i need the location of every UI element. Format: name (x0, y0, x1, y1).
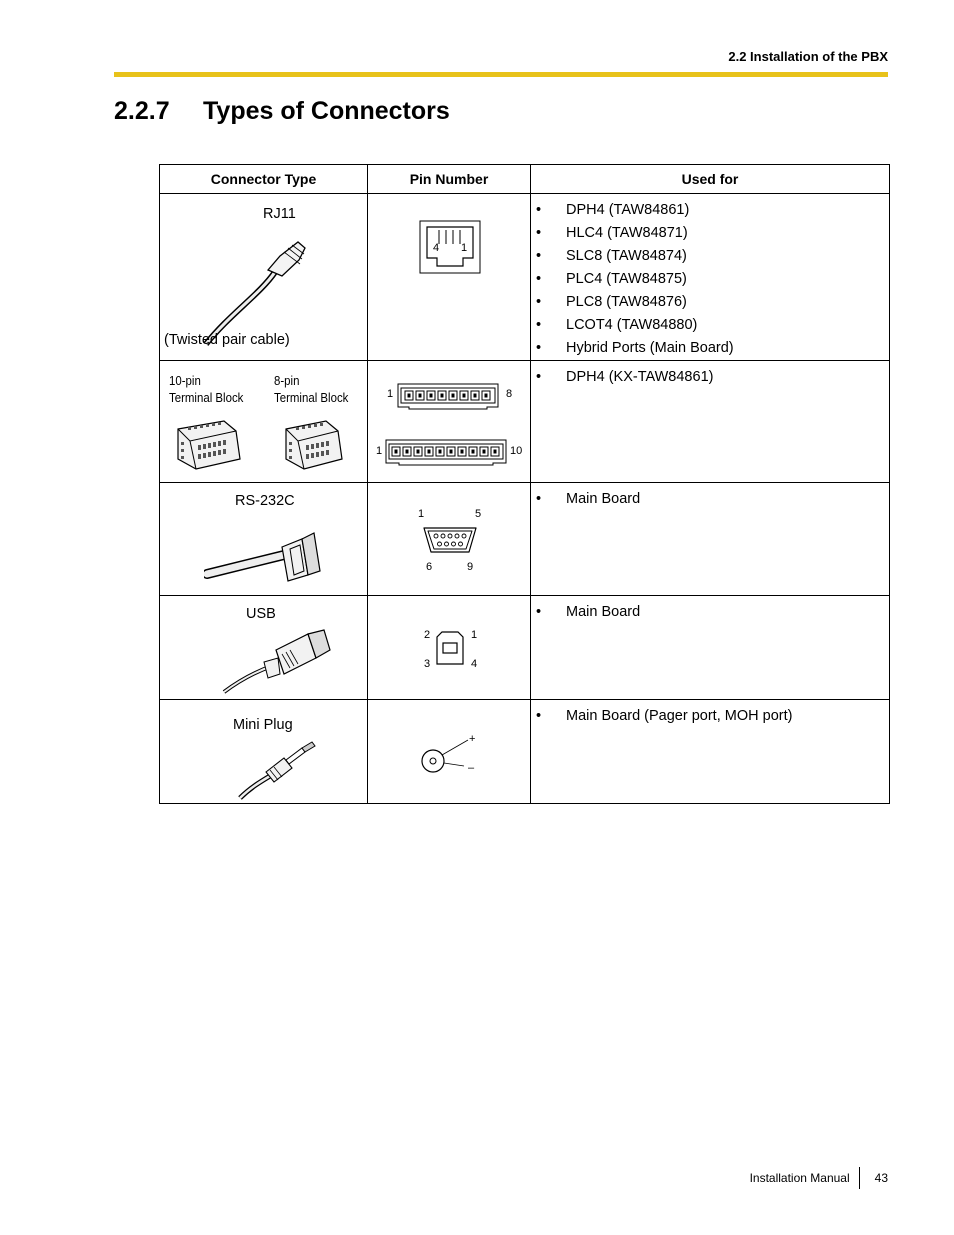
column-header: Connector Type (160, 165, 368, 194)
rj11-pinout-icon (419, 220, 481, 274)
table-row (160, 483, 890, 596)
list-item: • SLC8 (TAW84874) (531, 245, 889, 268)
rs232c-connector-icon (204, 519, 324, 585)
pin-label: 2 (424, 629, 431, 641)
column-header: Pin Number (368, 165, 531, 194)
list-item: • LCOT4 (TAW84880) (531, 314, 889, 337)
used-for-list (531, 596, 889, 624)
list-item: • HLC4 (TAW84871) (531, 222, 889, 245)
terminal-10pin-pinout-icon (385, 437, 507, 466)
connector-name: Mini Plug (233, 717, 293, 733)
page-footer (750, 1167, 888, 1189)
list-item: • DPH4 (KX-TAW84861) (531, 366, 889, 389)
connector-name-line: 10-pin (169, 373, 201, 388)
used-for-list (531, 483, 889, 511)
usb-connector-icon (220, 628, 340, 696)
connector-name-line: 8-pin (274, 373, 300, 388)
footer-manual-title: Installation Manual (749, 1171, 850, 1185)
pin-label: + (469, 733, 476, 745)
pin-label: 1 (461, 242, 468, 254)
pin-label: 4 (471, 658, 478, 670)
pin-label: 1 (387, 388, 394, 400)
pin-label: 10 (510, 445, 523, 457)
list-item: • DPH4 (TAW84861) (531, 199, 889, 222)
db9-pinout-icon (421, 525, 479, 555)
terminal-8pin-pinout-icon (397, 381, 499, 410)
pin-label: 1 (471, 629, 478, 641)
pin-label: 8 (506, 388, 513, 400)
terminal-block-10pin-icon (174, 419, 244, 471)
header-rule (114, 72, 888, 77)
list-item: • Hybrid Ports (Main Board) (531, 337, 889, 360)
table-row (160, 596, 890, 700)
pin-label: 1 (418, 508, 425, 520)
pin-label: 3 (424, 658, 431, 670)
running-header: 2.2 Installation of the PBX (728, 49, 888, 64)
connector-name: RS-232C (235, 493, 295, 509)
pin-label: 5 (475, 508, 482, 520)
page-number: 43 (874, 1171, 888, 1185)
connector-name-line: Terminal Block (274, 390, 349, 405)
pin-label: – (468, 762, 475, 774)
connector-table (159, 164, 890, 804)
used-for-list (531, 700, 889, 728)
list-item: • PLC4 (TAW84875) (531, 268, 889, 291)
pin-label: 1 (376, 445, 383, 457)
list-item: • Main Board (531, 488, 889, 511)
used-for-list (531, 361, 889, 389)
connector-name: RJ11 (263, 206, 296, 222)
table-row (160, 361, 890, 483)
connector-name: USB (246, 606, 276, 622)
table-row (160, 194, 890, 361)
pin-label: 9 (467, 561, 474, 573)
list-item: • Main Board (Pager port, MOH port) (531, 705, 889, 728)
connector-name (274, 372, 348, 406)
connector-name-line: Terminal Block (169, 390, 244, 405)
mini-plug-icon (236, 740, 326, 800)
table-row (160, 700, 890, 804)
connector-name (169, 372, 243, 406)
section-number: 2.2.7 (114, 97, 170, 125)
connector-caption: (Twisted pair cable) (164, 332, 290, 348)
table-header-row (160, 165, 890, 194)
pin-label: 4 (433, 242, 440, 254)
section-title (114, 97, 450, 126)
list-item: • Main Board (531, 601, 889, 624)
footer-divider (859, 1167, 860, 1189)
column-header: Used for (531, 165, 890, 194)
section-heading: Types of Connectors (203, 97, 450, 125)
usb-b-pinout-icon (436, 631, 464, 665)
terminal-block-8pin-icon (282, 419, 346, 471)
list-item: • PLC8 (TAW84876) (531, 291, 889, 314)
used-for-list (531, 194, 889, 360)
pin-label: 6 (426, 561, 433, 573)
